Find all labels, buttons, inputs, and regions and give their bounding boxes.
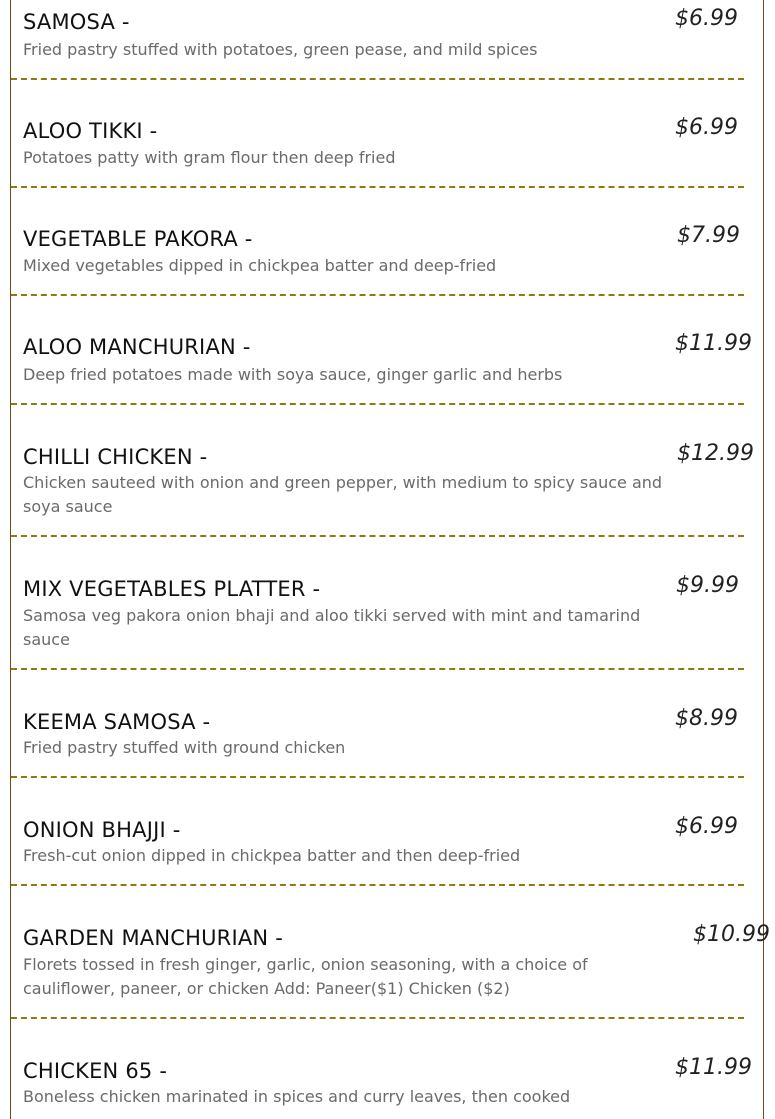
item-price: $8.99 bbox=[675, 706, 738, 731]
item-name: KEEMA SAMOSA - bbox=[23, 710, 211, 734]
item-description: Potatoes patty with gram flour then deep fried bbox=[23, 148, 396, 167]
item-name: VEGETABLE PAKORA - bbox=[23, 227, 253, 251]
item-price: $11.99 bbox=[675, 1055, 752, 1080]
item-description: Fried pastry stuffed with potatoes, green pease, and mild spices bbox=[23, 40, 538, 59]
item-price: $6.99 bbox=[675, 814, 738, 839]
menu-item-samosa bbox=[11, 0, 744, 80]
menu-panel bbox=[10, 0, 770, 1119]
item-name: ALOO TIKKI - bbox=[23, 119, 158, 143]
menu-item-vegetable-pakora bbox=[11, 188, 744, 296]
item-description: Mixed vegetables dipped in chickpea batter and deep-fried bbox=[23, 256, 497, 275]
item-price: $9.99 bbox=[676, 573, 739, 598]
menu-item-mix-vegetables-platter bbox=[11, 537, 744, 670]
item-price: $6.99 bbox=[675, 6, 738, 31]
item-description: Florets tossed in fresh ginger, garlic, onion seasoning, with a choice of cauliflower, paneer, or chicken Add: Paneer($1) Chicken ($2) bbox=[23, 955, 588, 998]
menu-item-aloo-tikki bbox=[11, 80, 744, 188]
item-description: Samosa veg pakora onion bhaji and aloo tikki served with mint and tamarind sauce bbox=[23, 606, 641, 649]
menu-item-chicken-65 bbox=[11, 1019, 752, 1119]
item-description: Chicken sauteed with onion and green pepper, with medium to spicy sauce and soya sauce bbox=[23, 473, 663, 516]
item-price: $7.99 bbox=[677, 223, 740, 248]
item-name: SAMOSA - bbox=[23, 10, 130, 34]
menu-item-chilli-chicken bbox=[11, 405, 754, 537]
item-name: GARDEN MANCHURIAN - bbox=[23, 926, 283, 950]
item-name: ONION BHAJJI - bbox=[23, 818, 181, 842]
item-price: $10.99 bbox=[693, 922, 770, 947]
item-description: Fresh-cut onion dipped in chickpea batter and then deep-fried bbox=[23, 846, 521, 865]
menu-item-keema-samosa bbox=[11, 670, 744, 778]
item-description: Fried pastry stuffed with ground chicken bbox=[23, 738, 346, 757]
item-name: CHICKEN 65 - bbox=[23, 1059, 168, 1083]
item-name: MIX VEGETABLES PLATTER - bbox=[23, 577, 321, 601]
item-price: $6.99 bbox=[675, 115, 738, 140]
item-name: ALOO MANCHURIAN - bbox=[23, 335, 251, 359]
menu-item-garden-manchurian bbox=[11, 886, 770, 1019]
menu-item-aloo-manchurian bbox=[11, 296, 752, 405]
menu-item-onion-bhajji bbox=[11, 778, 744, 886]
item-description: Deep fried potatoes made with soya sauce, ginger garlic and herbs bbox=[23, 365, 563, 384]
item-description: Boneless chicken marinated in spices and curry leaves, then cooked bbox=[23, 1087, 571, 1106]
item-price: $12.99 bbox=[677, 441, 754, 466]
item-price: $11.99 bbox=[675, 331, 752, 356]
item-name: CHILLI CHICKEN - bbox=[23, 445, 208, 469]
